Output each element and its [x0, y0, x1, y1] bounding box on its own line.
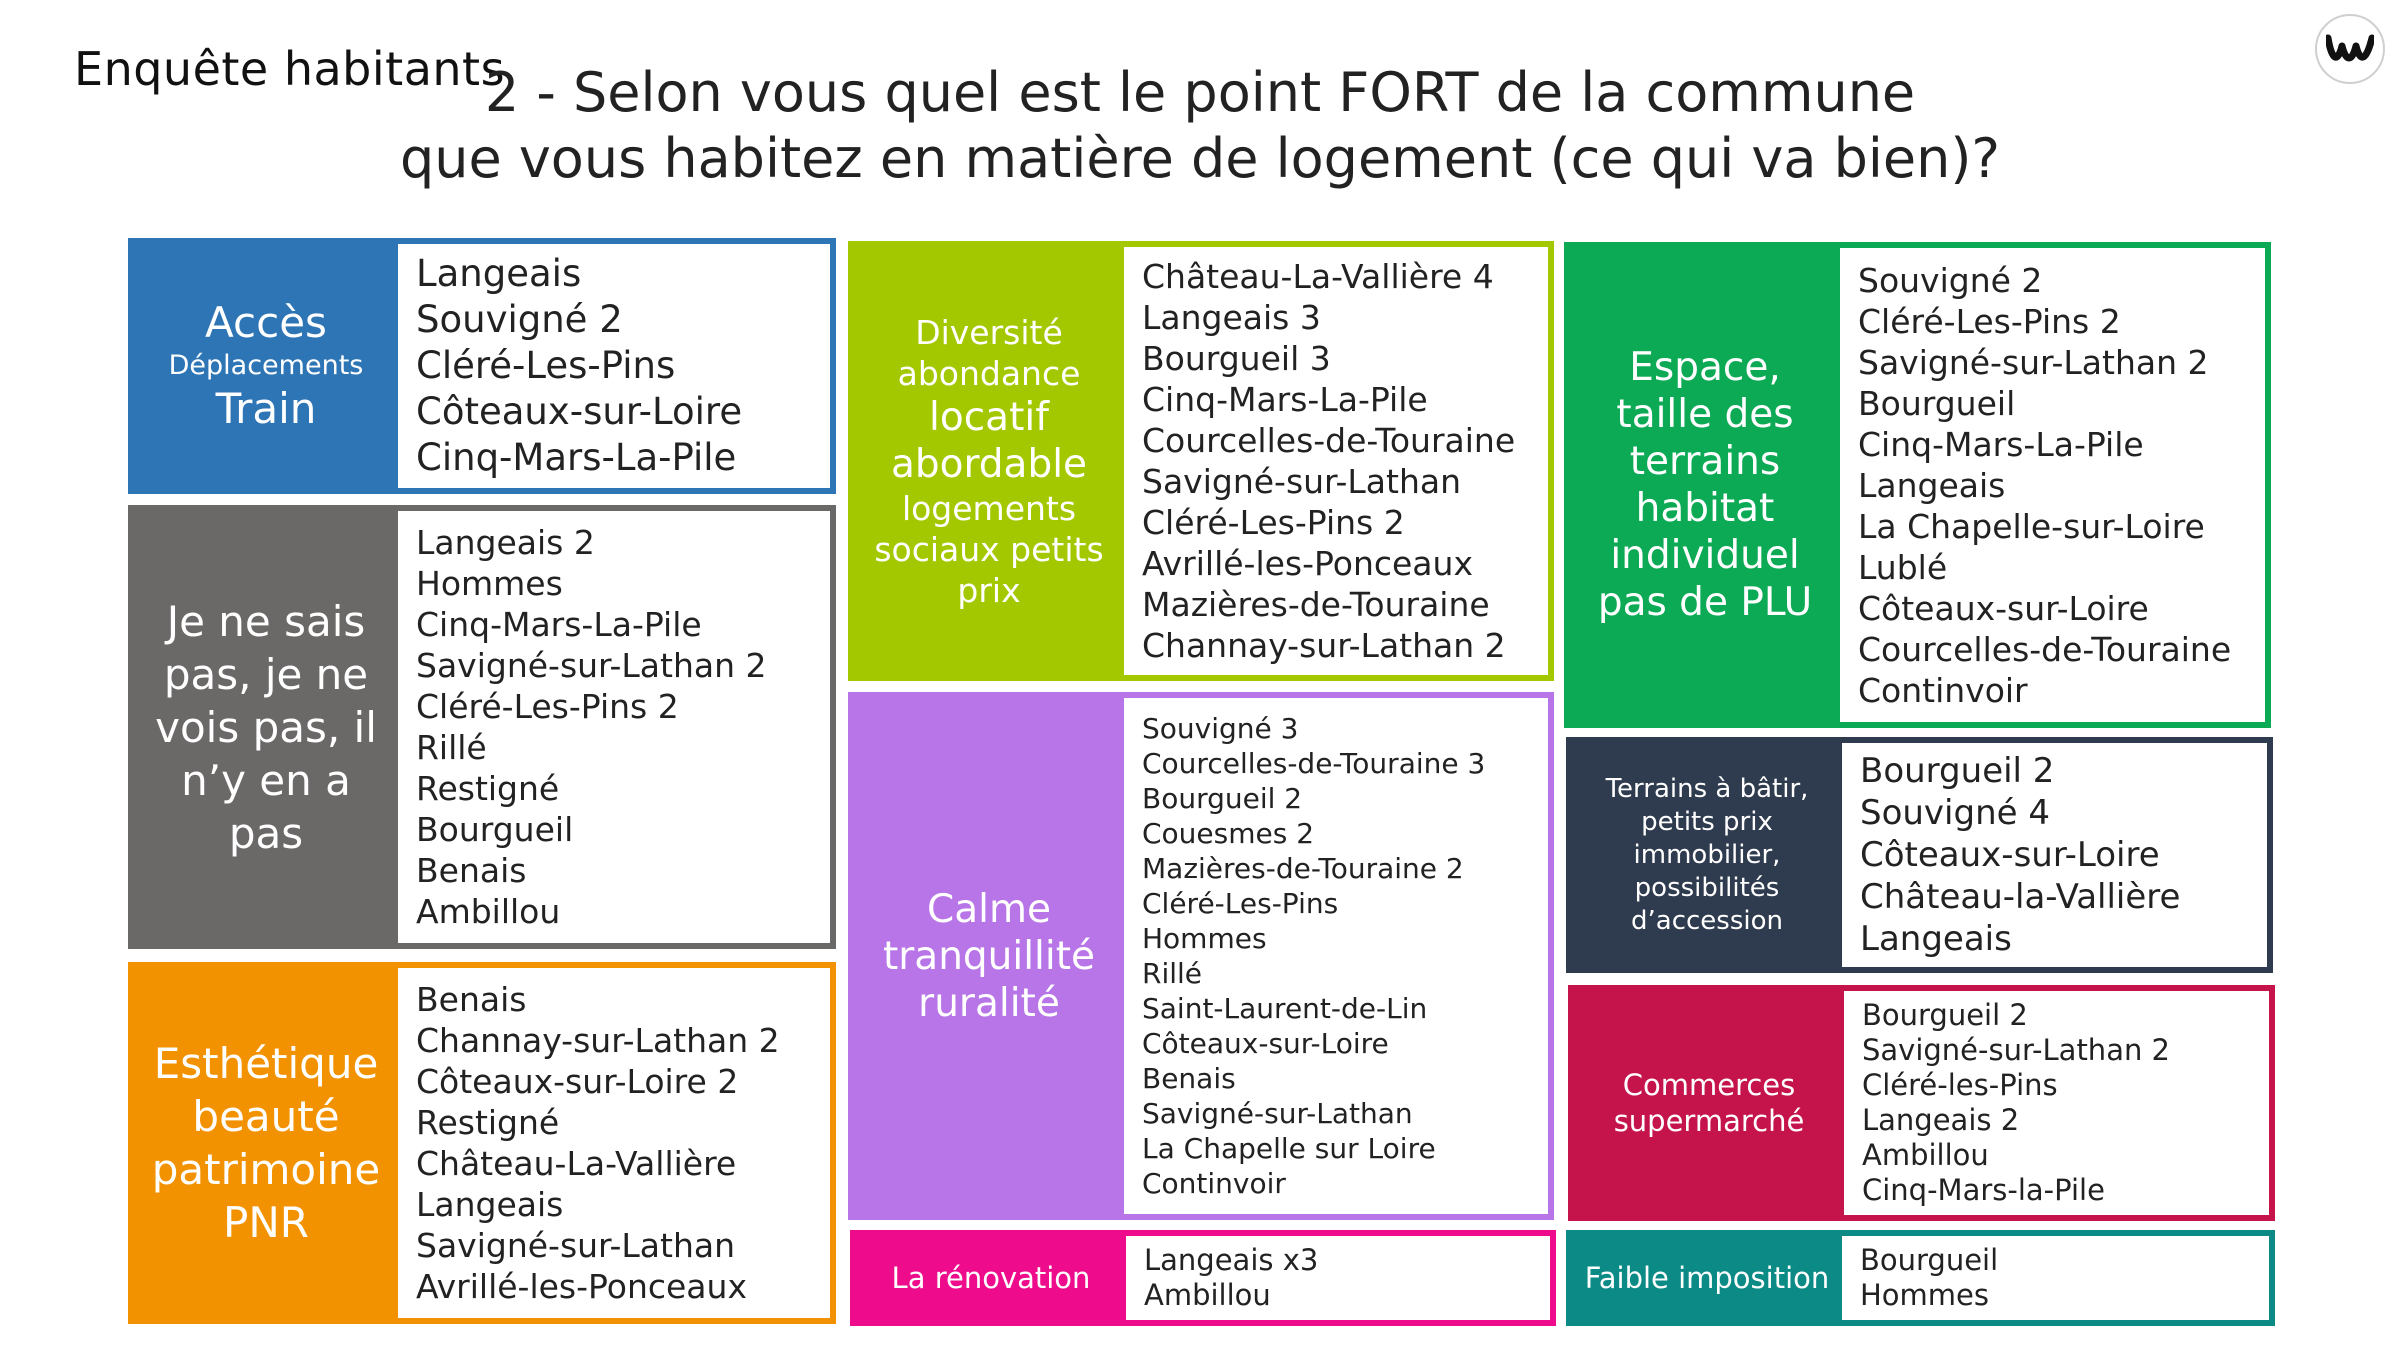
- label-text: Faible imposition: [1584, 1261, 1830, 1295]
- category-label-espace: [1570, 248, 1840, 722]
- commune-list: [398, 968, 830, 1318]
- commune-item: Bourgueil 2: [1860, 751, 2055, 791]
- label-line: Accès: [205, 298, 327, 347]
- commune-item: La Chapelle sur Loire: [1142, 1132, 1436, 1165]
- commune-item: Restigné: [416, 769, 560, 808]
- commune-item: Côteaux-sur-Loire: [1142, 1027, 1389, 1060]
- commune-item: Souvigné 2: [416, 298, 623, 341]
- label-text: Je ne sais pas, je ne vois pas, il n’y en a pas: [155, 596, 377, 858]
- label-line: abordable: [890, 441, 1088, 487]
- survey-title: Enquête habitants: [74, 42, 506, 96]
- commune-item: Cléré-Les-Pins 2: [1858, 301, 2121, 341]
- commune-item: Bourgueil 3: [1142, 339, 1331, 378]
- commune-item: Bourgueil 2: [1862, 998, 2028, 1032]
- category-label-terrains: [1572, 743, 1842, 967]
- commune-item: Langeais 2: [416, 523, 595, 562]
- commune-item: Château-La-Vallière: [416, 1144, 737, 1183]
- category-label-je-ne-sais-pas: [134, 511, 398, 943]
- commune-item: Ambillou: [1862, 1138, 1989, 1172]
- commune-item: Courcelles-de-Touraine 3: [1142, 747, 1486, 780]
- commune-item: Continvoir: [1858, 670, 2028, 710]
- commune-item: Cléré-Les-Pins: [416, 344, 676, 387]
- question-heading: 2 - Selon vous quel est le point FORT de la commune que vous habitez en matière de logement (ce qui va bien)?: [399, 61, 2001, 190]
- commune-item: Langeais x3: [1144, 1243, 1319, 1277]
- commune-item: Hommes: [1860, 1278, 1989, 1312]
- commune-list: [1842, 743, 2267, 967]
- label-line: sociaux petits: [874, 529, 1104, 569]
- commune-item: Souvigné 2: [1858, 260, 2043, 300]
- category-card-calme: [848, 692, 1554, 1220]
- category-label-calme: [854, 698, 1124, 1214]
- commune-item: Cinq-Mars-La-Pile: [1858, 424, 2144, 464]
- commune-item: Cinq-Mars-La-Pile: [416, 605, 702, 644]
- label-line: prix: [957, 570, 1021, 610]
- commune-item: Côteaux-sur-Loire 2: [416, 1062, 739, 1101]
- category-label-imposition: [1572, 1236, 1842, 1320]
- label-text: Calme tranquillité ruralité: [882, 886, 1096, 1026]
- commune-item: Couesmes 2: [1142, 817, 1315, 850]
- commune-list: [1840, 248, 2265, 722]
- label-text: Commerces supermarché: [1613, 1068, 1805, 1138]
- commune-item: Langeais: [416, 252, 582, 295]
- commune-item: Channay-sur-Lathan 2: [416, 1021, 780, 1060]
- commune-item: Ambillou: [416, 892, 561, 931]
- commune-item: Savigné-sur-Lathan 2: [416, 646, 767, 685]
- commune-item: Avrillé-les-Ponceaux: [416, 1267, 747, 1306]
- label-text: La rénovation: [891, 1261, 1091, 1295]
- commune-item: Savigné-sur-Lathan: [1142, 462, 1462, 501]
- commune-list: [1844, 991, 2269, 1215]
- label-line: abondance: [897, 353, 1081, 393]
- commune-list: [1124, 698, 1548, 1214]
- category-label-acces: [134, 244, 398, 488]
- commune-item: Langeais 2: [1862, 1103, 2020, 1137]
- commune-item: Savigné-sur-Lathan 2: [1862, 1033, 2171, 1067]
- commune-item: Hommes: [1142, 922, 1267, 955]
- commune-item: Benais: [416, 980, 527, 1019]
- label-line: Diversité: [915, 312, 1063, 352]
- commune-item: Bourgueil: [1858, 383, 2016, 423]
- commune-item: Saint-Laurent-de-Lin: [1142, 992, 1428, 1025]
- category-card-terrains: [1566, 737, 2273, 973]
- category-label-renovation: [856, 1236, 1126, 1320]
- commune-item: Côteaux-sur-Loire: [1860, 835, 2160, 875]
- commune-item: Hommes: [416, 564, 563, 603]
- commune-item: Cinq-Mars-La-Pile: [416, 436, 737, 479]
- commune-item: Bourgueil: [1860, 1243, 1999, 1277]
- commune-item: Benais: [1142, 1062, 1236, 1095]
- label-text: Espace, taille des terrains habitat individuel pas de PLU: [1597, 345, 1813, 625]
- commune-item: Channay-sur-Lathan 2: [1142, 626, 1506, 665]
- commune-item: Savigné-sur-Lathan: [1142, 1097, 1413, 1130]
- commune-item: Benais: [416, 851, 527, 890]
- commune-item: Bourgueil: [416, 810, 574, 849]
- commune-item: Langeais: [1858, 465, 2006, 505]
- commune-item: Côteaux-sur-Loire: [1858, 588, 2149, 628]
- commune-item: Avrillé-les-Ponceaux: [1142, 544, 1473, 583]
- category-card-acces: [128, 238, 836, 494]
- commune-list: [1124, 247, 1548, 675]
- category-card-imposition: [1566, 1230, 2275, 1326]
- commune-item: Château-la-Vallière: [1860, 877, 2181, 917]
- commune-item: Souvigné 3: [1142, 712, 1299, 745]
- commune-list: [398, 244, 830, 488]
- commune-item: Langeais: [416, 1185, 564, 1224]
- category-card-espace: [1564, 242, 2271, 728]
- commune-item: Rillé: [1142, 957, 1203, 990]
- commune-item: Cléré-Les-Pins 2: [1142, 503, 1405, 542]
- commune-item: Cléré-les-Pins: [1862, 1068, 2058, 1102]
- label-line: Train: [215, 384, 317, 433]
- category-card-renovation: [850, 1230, 1556, 1326]
- commune-list: [398, 511, 830, 943]
- commune-item: Château-La-Vallière 4: [1142, 257, 1494, 296]
- commune-list: [1126, 1236, 1550, 1320]
- brand-wave-logo-icon: [2326, 32, 2374, 66]
- brand-logo: [2315, 14, 2385, 84]
- commune-item: Cinq-Mars-la-Pile: [1862, 1173, 2105, 1207]
- commune-item: Continvoir: [1142, 1167, 1286, 1200]
- commune-item: Cléré-Les-Pins: [1142, 887, 1339, 920]
- category-card-je-ne-sais-pas: [128, 505, 836, 949]
- category-label-esthetique: [134, 968, 398, 1318]
- commune-item: Mazières-de-Touraine 2: [1142, 852, 1464, 885]
- commune-item: Savigné-sur-Lathan: [416, 1226, 736, 1265]
- commune-item: Mazières-de-Touraine: [1142, 585, 1490, 624]
- category-label-diversite: [854, 247, 1124, 675]
- label-text: Terrains à bâtir, petits prix immobilier, possibilités d’accession: [1605, 773, 1809, 936]
- commune-item: Lublé: [1858, 547, 1948, 587]
- commune-list: [1842, 1236, 2269, 1320]
- label-line: logements: [901, 488, 1077, 528]
- commune-item: Langeais 3: [1142, 298, 1321, 337]
- category-card-esthetique: [128, 962, 836, 1324]
- commune-item: Courcelles-de-Touraine: [1142, 421, 1516, 460]
- commune-item: Ambillou: [1144, 1278, 1271, 1312]
- commune-item: Courcelles-de-Touraine: [1858, 629, 2232, 669]
- category-label-commerces: [1574, 991, 1844, 1215]
- commune-item: La Chapelle-sur-Loire: [1858, 506, 2205, 546]
- commune-item: Restigné: [416, 1103, 560, 1142]
- commune-item: Cléré-Les-Pins 2: [416, 687, 679, 726]
- label-line: Déplacements: [168, 350, 364, 381]
- commune-item: Rillé: [416, 728, 487, 767]
- commune-item: Côteaux-sur-Loire: [416, 390, 743, 433]
- commune-item: Souvigné 4: [1860, 793, 2050, 833]
- category-card-diversite: [848, 241, 1554, 681]
- label-line: locatif: [929, 394, 1049, 440]
- label-text: Esthétique beauté patrimoine PNR: [151, 1039, 381, 1247]
- commune-item: Cinq-Mars-La-Pile: [1142, 380, 1428, 419]
- commune-item: Langeais: [1860, 919, 2012, 959]
- commune-item: Bourgueil 2: [1142, 782, 1303, 815]
- category-card-commerces: [1568, 985, 2275, 1221]
- commune-item: Savigné-sur-Lathan 2: [1858, 342, 2209, 382]
